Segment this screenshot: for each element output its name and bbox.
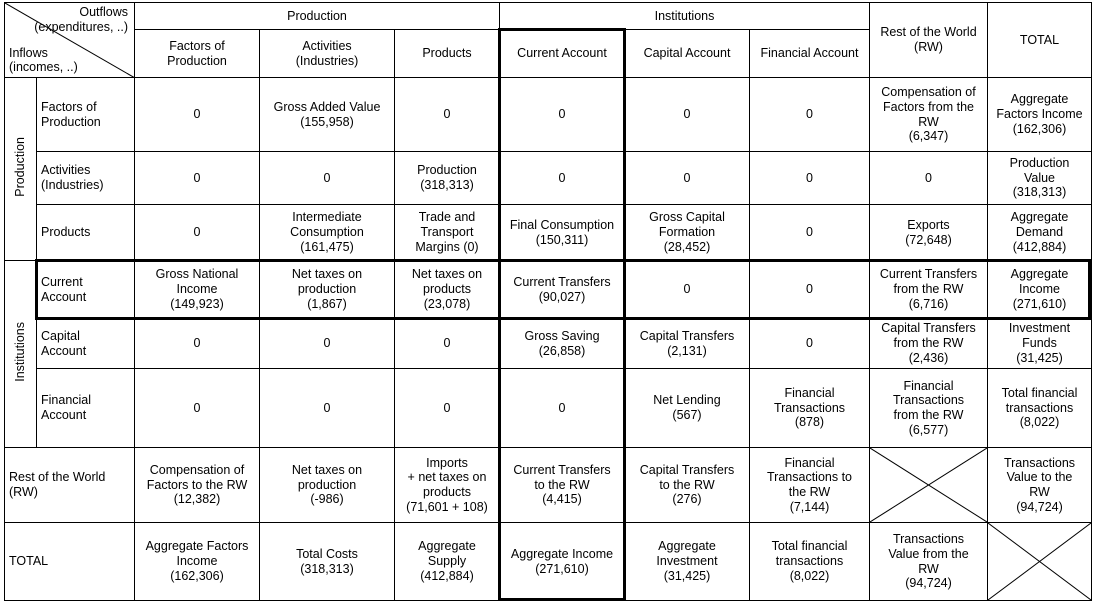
- value-cell: [500, 448, 625, 523]
- cell-line: (6,716): [908, 296, 949, 311]
- cell-line: Net taxes on: [291, 462, 363, 477]
- cell-line: (6,347): [908, 129, 949, 144]
- col-header-products: [395, 30, 500, 78]
- cell-line: Final Consumption: [509, 217, 615, 232]
- cell-line: (RW): [9, 485, 38, 499]
- cell-line: Total financial: [1001, 385, 1078, 400]
- cross-mark: [988, 523, 1091, 600]
- cell-line: 0: [323, 170, 331, 185]
- cell-line: (162,306): [1012, 121, 1067, 136]
- value-cell: [500, 369, 625, 448]
- row-label: [37, 319, 135, 369]
- institutions-group-header: Institutions: [500, 3, 870, 30]
- cell-line: (149,923): [170, 296, 224, 311]
- outflows-line: Outflows: [79, 5, 128, 19]
- cell-line: Transactions to: [767, 470, 852, 485]
- empty-crossed-cell: [988, 523, 1092, 601]
- col-header-capital: [625, 30, 750, 78]
- cell-line: Production: [1009, 155, 1070, 170]
- value-cell: [750, 152, 870, 205]
- cell-line: to the RW: [659, 477, 715, 492]
- row-label: [37, 261, 135, 319]
- cell-line: Investment: [656, 554, 718, 569]
- cell-line: Activities: [302, 38, 352, 53]
- cell-line: from the RW: [893, 408, 964, 422]
- value-cell: [260, 319, 395, 369]
- cell-line: Compensation of: [881, 85, 976, 99]
- inflows-line: Inflows: [9, 45, 48, 60]
- cell-line: production: [297, 477, 357, 492]
- cell-line: Transactions: [1003, 455, 1076, 470]
- row-activities: [5, 152, 1092, 205]
- cell-line: Financial Account: [760, 46, 859, 61]
- cell-line: (4,415): [542, 492, 582, 507]
- value-cell: [395, 369, 500, 448]
- rw-group-header: [870, 3, 988, 78]
- cell-line: TOTAL: [9, 554, 49, 569]
- cell-line: Income: [176, 554, 218, 569]
- corner-header: [5, 3, 135, 78]
- value-cell: [988, 205, 1092, 261]
- cell-line: Net taxes on: [291, 267, 363, 282]
- cell-line: 0: [683, 170, 691, 185]
- value-cell: [625, 523, 750, 601]
- value-cell: [395, 78, 500, 152]
- rw-header-line: Rest of the World: [880, 25, 977, 40]
- cell-line: Aggregate: [658, 539, 716, 554]
- cell-line: 0: [558, 107, 566, 122]
- cell-line: (26,858): [538, 343, 586, 358]
- cell-line: Capital Account: [643, 46, 731, 61]
- cell-line: Current: [41, 274, 83, 289]
- cell-line: products: [423, 282, 471, 297]
- row-rest-of-the-world: [5, 448, 1092, 523]
- empty-crossed-cell: [870, 448, 988, 523]
- value-cell: [988, 448, 1092, 523]
- value-cell: [395, 319, 500, 369]
- value-cell: [500, 319, 625, 369]
- cell-line: Products: [422, 46, 472, 61]
- cell-line: (94,724): [1016, 499, 1063, 514]
- col-header-current: [500, 30, 625, 78]
- row-group-label: Production: [13, 137, 28, 197]
- value-cell: [750, 523, 870, 601]
- cell-line: Supply: [427, 554, 467, 569]
- cell-line: Production: [41, 114, 101, 129]
- cell-line: Capital Transfers: [881, 321, 976, 336]
- cell-line: (276): [672, 492, 702, 507]
- value-cell: [625, 369, 750, 448]
- cell-line: Current Transfers: [879, 267, 978, 282]
- cell-line: (412,884): [1012, 239, 1067, 254]
- cell-line: (71,601 + 108): [406, 499, 488, 514]
- cell-line: Account: [41, 343, 87, 358]
- row-current-account: [5, 261, 1092, 319]
- cell-line: (Industries): [295, 53, 359, 68]
- sam-table: [4, 2, 1092, 601]
- cell-line: the RW: [788, 485, 831, 499]
- value-cell: [135, 152, 260, 205]
- value-cell: [395, 152, 500, 205]
- value-cell: [500, 261, 625, 319]
- cell-line: Total financial: [771, 539, 848, 554]
- cell-line: production: [297, 282, 357, 297]
- value-cell: [625, 205, 750, 261]
- value-cell: [260, 448, 395, 523]
- cell-line: Trade and: [418, 210, 476, 225]
- cell-line: Demand: [1015, 225, 1064, 240]
- cell-line: Aggregate: [418, 539, 476, 554]
- row-group-label: Institutions: [13, 322, 28, 382]
- cell-line: 0: [323, 400, 331, 415]
- cell-line: Compensation of: [149, 462, 245, 477]
- inflows-label: [9, 46, 78, 76]
- cell-line: (318,313): [420, 178, 474, 192]
- cell-line: 0: [806, 225, 813, 240]
- cell-line: (-986): [310, 492, 344, 507]
- cell-line: Factors to the RW: [146, 477, 248, 492]
- value-cell: [135, 78, 260, 152]
- cell-line: Financial: [903, 378, 954, 393]
- col-header-financial: [750, 30, 870, 78]
- outflows-line: (expenditures, ..): [34, 19, 128, 34]
- cell-line: Imports: [426, 455, 468, 470]
- cell-line: Aggregate: [1010, 210, 1069, 225]
- cell-line: Transactions: [892, 532, 965, 546]
- cell-line: 0: [193, 170, 201, 185]
- cell-line: 0: [193, 225, 201, 240]
- cell-line: Capital: [41, 328, 80, 343]
- value-cell: [395, 448, 500, 523]
- cell-line: (412,884): [420, 568, 474, 583]
- cell-line: (271,610): [535, 561, 589, 576]
- cell-line: (878): [794, 415, 825, 430]
- cell-line: Total Costs: [296, 546, 358, 561]
- cell-line: (23,078): [423, 296, 471, 311]
- cell-line: (155,958): [300, 114, 354, 129]
- cell-line: (94,724): [905, 576, 952, 591]
- value-cell: [750, 369, 870, 448]
- row-label: [37, 152, 135, 205]
- rw-header-line: (RW): [914, 40, 943, 54]
- cell-line: (318,313): [1012, 185, 1067, 200]
- value-cell: [625, 78, 750, 152]
- cell-line: Gross Added Value: [273, 99, 381, 114]
- row-group-production: [5, 78, 37, 261]
- cell-line: Gross Capital: [649, 210, 725, 225]
- value-cell: [500, 78, 625, 152]
- row-capital-account: [5, 319, 1092, 369]
- cell-line: Factors of: [41, 99, 97, 114]
- cell-line: Intermediate: [292, 210, 362, 225]
- cell-line: Transactions: [773, 400, 846, 415]
- cell-line: transactions: [775, 554, 844, 569]
- cell-line: 0: [443, 336, 451, 351]
- cell-line: 0: [558, 400, 566, 415]
- value-cell: [500, 205, 625, 261]
- value-cell: [500, 152, 625, 205]
- value-cell: [260, 523, 395, 601]
- cell-line: (7,144): [789, 499, 830, 514]
- value-cell: [870, 152, 988, 205]
- cell-line: 0: [683, 107, 691, 122]
- cell-line: (150,311): [535, 232, 589, 247]
- value-cell: [988, 78, 1092, 152]
- value-cell: [750, 261, 870, 319]
- cell-line: 0: [193, 107, 201, 122]
- cell-line: 0: [193, 336, 201, 351]
- value-cell: [988, 369, 1092, 448]
- value-cell: [870, 78, 988, 152]
- cell-line: Margins (0): [415, 239, 479, 254]
- cell-line: Consumption: [290, 225, 364, 240]
- cell-line: 0: [806, 336, 813, 351]
- row-label: [37, 205, 135, 261]
- cell-line: 0: [806, 170, 813, 185]
- cell-line: Financial: [784, 385, 835, 400]
- cell-line: Funds: [1022, 336, 1057, 351]
- cell-line: (2,436): [908, 350, 949, 365]
- value-cell: [750, 78, 870, 152]
- col-header-factors: [135, 30, 260, 78]
- value-cell: [870, 523, 988, 601]
- cell-line: Aggregate Factors: [145, 539, 249, 554]
- cell-line: 0: [193, 400, 201, 415]
- cell-line: 0: [443, 400, 451, 415]
- cell-line: (31,425): [663, 568, 711, 583]
- value-cell: [260, 152, 395, 205]
- cell-line: Transport: [420, 225, 474, 240]
- cell-line: (161,475): [300, 239, 354, 254]
- cell-line: (8,022): [789, 568, 830, 583]
- cell-line: products: [423, 485, 471, 499]
- row-financial-account: [5, 369, 1092, 448]
- cell-line: 0: [323, 336, 331, 351]
- value-cell: [750, 319, 870, 369]
- cell-line: from the RW: [893, 336, 964, 351]
- value-cell: [260, 205, 395, 261]
- cell-line: Net taxes on: [411, 267, 483, 282]
- cell-line: Aggregate Income: [510, 546, 614, 561]
- value-cell: [135, 205, 260, 261]
- cell-line: (6,577): [908, 422, 949, 437]
- value-cell: [870, 205, 988, 261]
- value-cell: [135, 369, 260, 448]
- value-cell: [395, 261, 500, 319]
- col-header-activities: [260, 30, 395, 78]
- cell-line: Exports: [907, 217, 950, 232]
- cell-line: (1,867): [307, 296, 347, 311]
- cell-line: Account: [41, 408, 87, 422]
- cell-line: Net Lending: [653, 393, 721, 408]
- cell-line: Income: [176, 282, 218, 297]
- cell-line: (2,131): [667, 343, 707, 358]
- cell-line: (318,313): [300, 561, 354, 576]
- cell-line: Activities: [41, 163, 91, 178]
- value-cell: [135, 523, 260, 601]
- value-cell: [988, 261, 1092, 319]
- cell-line: (28,452): [663, 239, 711, 254]
- total-group-header: TOTAL: [988, 3, 1092, 78]
- value-cell: [870, 319, 988, 369]
- cell-line: (162,306): [170, 568, 224, 583]
- cell-line: Current Transfers: [513, 462, 611, 477]
- cell-line: (72,648): [905, 232, 952, 247]
- row-total: [5, 523, 1092, 601]
- cell-line: Transactions: [892, 393, 965, 408]
- cell-line: Financial: [41, 393, 92, 408]
- cell-line: (31,425): [1016, 350, 1063, 365]
- value-cell: [260, 369, 395, 448]
- cell-line: Value from the: [888, 546, 969, 561]
- row-products: [5, 205, 1092, 261]
- cell-line: 0: [925, 170, 932, 185]
- value-cell: [625, 152, 750, 205]
- cell-line: Current Transfers: [513, 274, 611, 289]
- value-cell: [260, 261, 395, 319]
- cell-line: Aggregate: [1010, 267, 1069, 282]
- value-cell: [135, 261, 260, 319]
- cell-line: Aggregate: [1010, 92, 1069, 107]
- cell-line: Production: [167, 53, 227, 68]
- value-cell: [750, 205, 870, 261]
- cell-line: Capital Transfers: [639, 462, 735, 477]
- cell-line: RW: [918, 114, 939, 129]
- cell-line: (12,382): [173, 492, 221, 507]
- value-cell: [870, 369, 988, 448]
- value-cell: [500, 523, 625, 601]
- cell-line: 0: [806, 107, 813, 122]
- production-group-header: Production: [135, 3, 500, 30]
- row-label: [37, 78, 135, 152]
- row-group-institutions: [5, 261, 37, 448]
- cell-line: Account: [41, 289, 87, 304]
- cell-line: RW: [918, 561, 939, 576]
- value-cell: [988, 152, 1092, 205]
- value-cell: [395, 205, 500, 261]
- cell-line: (8,022): [1019, 415, 1060, 430]
- cell-line: Products: [41, 225, 91, 240]
- value-cell: [395, 523, 500, 601]
- cell-line: Income: [1019, 282, 1060, 297]
- cell-line: Factors of: [169, 38, 225, 53]
- cell-line: transactions: [1005, 400, 1074, 415]
- cell-line: Current Account: [517, 46, 607, 61]
- cell-line: Value: [1023, 170, 1056, 185]
- value-cell: [625, 319, 750, 369]
- cell-line: (Industries): [41, 178, 104, 192]
- value-cell: [625, 448, 750, 523]
- cell-line: Rest of the World: [9, 470, 106, 485]
- cell-line: to the RW: [534, 477, 590, 492]
- cell-line: Gross Saving: [524, 328, 600, 343]
- cell-line: Investment: [1008, 321, 1071, 336]
- cell-line: 0: [558, 170, 566, 185]
- row-factors-of-production: [5, 78, 1092, 152]
- cross-mark: [870, 448, 987, 522]
- cell-line: 0: [443, 107, 451, 122]
- value-cell: [870, 261, 988, 319]
- cell-line: + net taxes on: [407, 470, 487, 485]
- value-cell: [988, 319, 1092, 369]
- cell-line: Formation: [658, 225, 716, 240]
- cell-line: Gross National: [155, 267, 239, 282]
- cell-line: Value to the: [1006, 470, 1073, 485]
- cell-line: (90,027): [538, 289, 586, 304]
- cell-line: (567): [672, 408, 702, 422]
- cell-line: Financial: [784, 455, 835, 470]
- row-label: [5, 448, 135, 523]
- row-label: [5, 523, 135, 601]
- cell-line: from the RW: [893, 282, 964, 297]
- value-cell: [135, 448, 260, 523]
- cell-line: 0: [683, 282, 691, 297]
- cell-line: Factors from the: [883, 99, 974, 114]
- cell-line: 0: [806, 282, 813, 297]
- cell-line: RW: [1029, 485, 1050, 499]
- value-cell: [625, 261, 750, 319]
- cell-line: Production: [417, 163, 477, 178]
- value-cell: [260, 78, 395, 152]
- outflows-label: [34, 5, 128, 35]
- cell-line: (271,610): [1012, 296, 1067, 311]
- value-cell: [750, 448, 870, 523]
- cell-line: Factors Income: [996, 107, 1083, 122]
- value-cell: [135, 319, 260, 369]
- row-label: [37, 369, 135, 448]
- inflows-line: (incomes, ..): [9, 60, 78, 75]
- cell-line: Capital Transfers: [639, 328, 735, 343]
